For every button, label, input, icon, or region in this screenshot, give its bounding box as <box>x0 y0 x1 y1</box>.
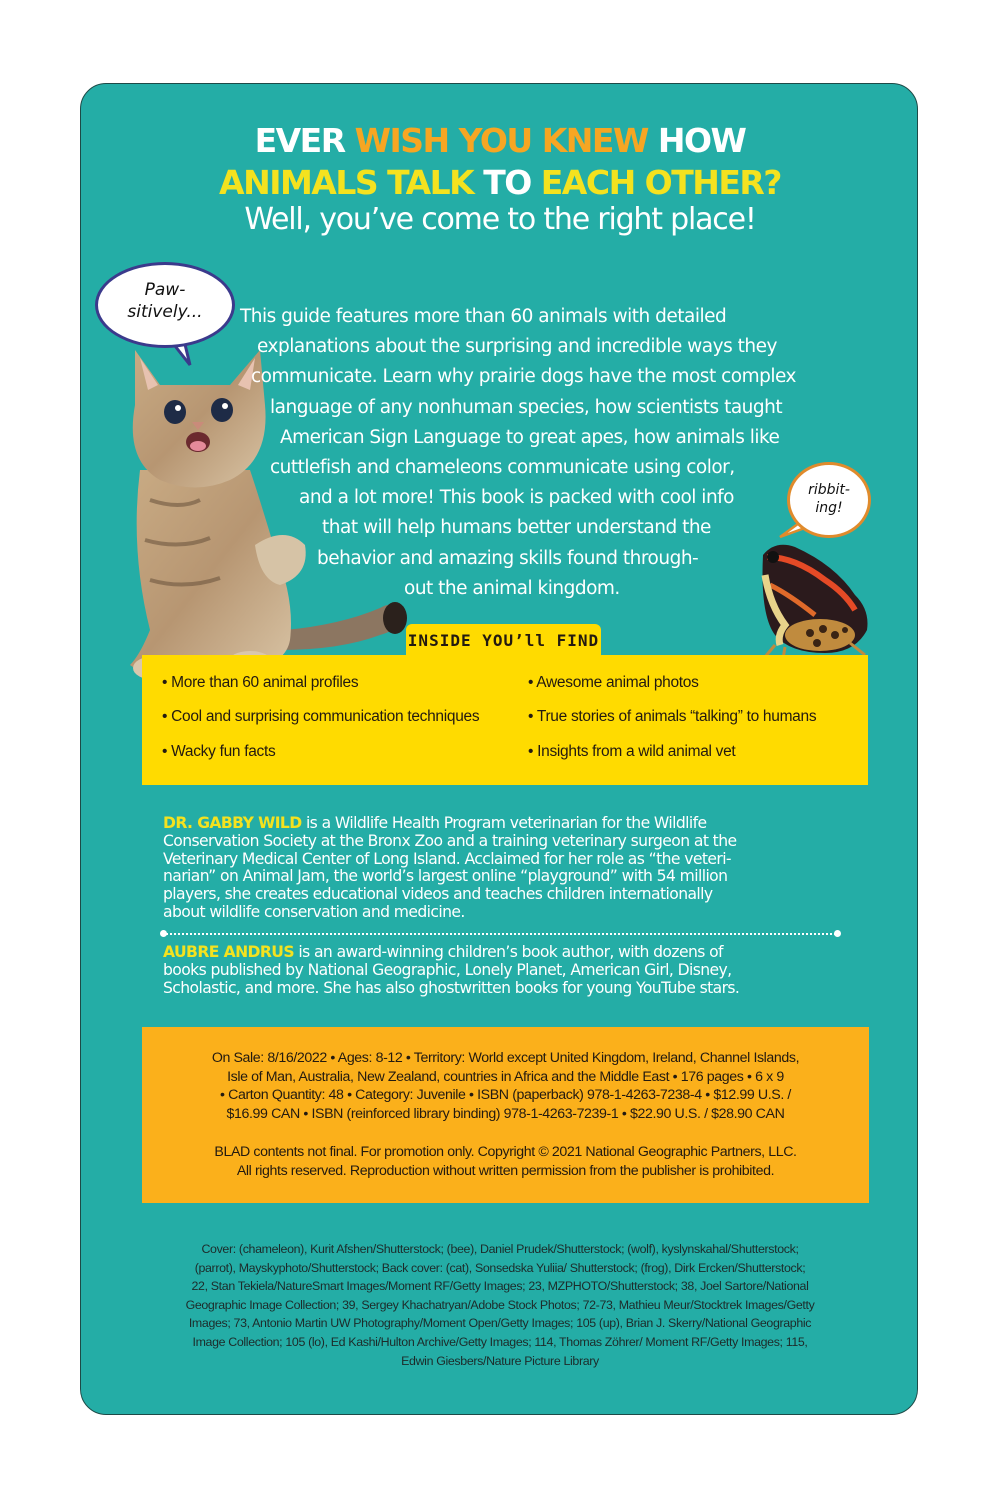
cat-speech-bubble: Paw- sitively... <box>95 262 235 348</box>
author-name: AUBRE ANDRUS <box>163 943 294 961</box>
intro-paragraph: This guide features more than 60 animals with detailed explanations about the surprising and incredible ways they communicate. Learn why prairie dogs have the most complex language of any nonhuman species, how scientists taught American Sign Language to great apes, how animals like cuttlefish and chameleons communicate using color, and a lot more! This book is packed with cool info that will help humans better understand the behavior and amazing skills found through- out the animal kingdom. <box>240 306 796 599</box>
inside-item: • More than 60 animal profiles <box>162 674 359 691</box>
frog-speech-bubble: ribbit- ing! <box>787 462 871 538</box>
inside-item: • Insights from a wild animal vet <box>528 743 736 760</box>
book-specs: On Sale: 8/16/2022 • Ages: 8-12 • Territory: World except United Kingdom, Ireland, Channel Islands, Isle of Man, Australia, New Zealand, countries in Africa and the Middle East • 176 pages • 6 x 9 • Carton Quantity: 48 • Category: Juvenile • ISBN (paperback) 978-1-4263-7238-4 • $12.99 U.S. / $16.99 CAN • ISBN (reinforced library binding) 978-1-4263-7239-1 • $22.90 U.S. / $28.90 CAN <box>211 1050 800 1122</box>
inside-you-will-find-title: INSIDE YOU’ll FIND <box>406 624 601 658</box>
inside-item: • Wacky fun facts <box>162 743 276 760</box>
author-bio-gabby-wild: DR. GABBY WILD is a Wildlife Health Program veterinarian for the Wildlife Conservation Society at the Bronx Zoo and a training veterinary surgeon at the Veterinary Medical Center of Long Island. Acclaimed for her role as “the veteri- narian” on Animal Jam, the world’s largest online “playground” with 54 million players, she creates educational videos and teaches children internationally about wildlife conservation and medicine. <box>163 814 737 921</box>
inside-item: • Cool and surprising communication techniques <box>162 708 480 725</box>
inside-item: • True stories of animals “talking” to humans <box>528 708 817 725</box>
legal-notice: BLAD contents not final. For promotion only. Copyright © 2021 National Geographic Partners, LLC. All rights reserved. Reproduction without written permission from the publisher is prohibited. <box>214 1144 797 1179</box>
photo-credits: Cover: (chameleon), Kurit Afshen/Shutterstock; (bee), Daniel Prudek/Shutterstock; (wolf), kyslynskahal/Shutterstock; (parrot), Mayskyphoto/Shutterstock; Back cover: (cat), Sonsedska Yuliia/ Shutterstock; (frog), Dirk Ercken/Shutterstock; 22, Stan Tekiela/NatureSmart Images/Moment RF/Getty Images; 23, MZPHOTO/Shutterstock; 38, Joel Sartore/National Geographic Image Collection; 39, Sergey Khachatryan/Adobe Stock Photos; 72-73, Mathieu Meur/Stocktrek Images/Getty Images; 73, Antonio Martin UW Photography/Moment Open/Getty Images; 105 (up), Brian J. Skerry/National Geographic Image Collection; 105 (lo), Ed Kashi/Hulton Archive/Getty Images; 114, Thomas Zöhrer/ Moment RF/Getty Images; 115, Edwin Giesbers/Nature Picture Library <box>185 1242 815 1368</box>
subhead: Well, you’ve come to the right place! <box>244 202 756 237</box>
dotted-divider <box>163 933 839 935</box>
divider-dot <box>834 930 841 937</box>
inside-item: • Awesome animal photos <box>528 674 699 691</box>
headline-line-1: EVER WISH YOU KNEW HOW <box>254 121 746 160</box>
divider-dot <box>160 930 167 937</box>
author-bio-aubre-andrus: AUBRE ANDRUS is an award-winning children’s book author, with dozens of books published by National Geographic, Lonely Planet, American Girl, Disney, Scholastic, and more. She has also ghostwritten books for young YouTube stars. <box>163 943 740 997</box>
headline <box>80 120 920 204</box>
author-name: DR. GABBY WILD <box>163 814 302 832</box>
headline-line-2: ANIMALS TALK TO EACH OTHER? <box>219 163 781 202</box>
